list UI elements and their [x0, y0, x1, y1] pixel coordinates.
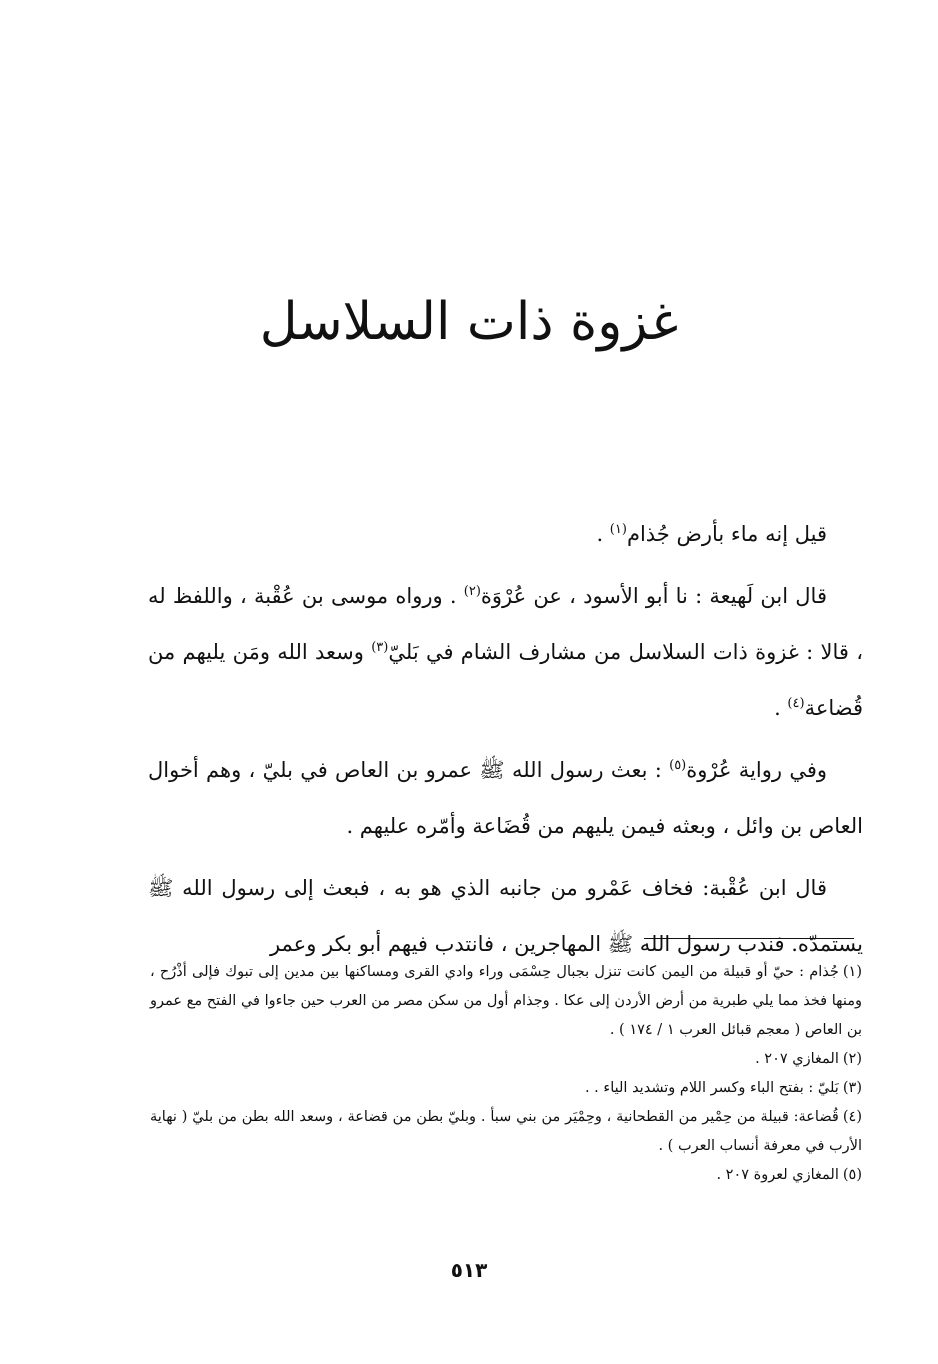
footnote-5 — [150, 1161, 862, 1190]
footnote-text: جُذام : حيّ أو قبيلة من اليمن كانت تنزل بجبال حِسْمَى وراء وادي القرى ومساكنها بين مدين إلى تبوك فإلى أذْرُح ، ومنها فخذ مما يلي طبرية من أرض الأردن إلى عكا . وجذام أول من سكن مصر من العرب حين جاءوا في الفتح مع عمرو بن العاص ( معجم قبائل العرب ١ / ١٧٤ ) . — [150, 964, 862, 1038]
footnote-number: (١) — [842, 964, 862, 980]
paragraph-text: . — [596, 522, 610, 546]
footnote-1 — [150, 958, 862, 1045]
footnote-reference[interactable]: (٤) — [787, 696, 805, 711]
chapter-title: غزوة ذات السلاسل — [259, 292, 679, 352]
footnote-number: (٣) — [842, 1080, 862, 1096]
paragraph-2 — [148, 568, 863, 736]
paragraph-text: قيل إنه ماء بأرض جُذام — [626, 522, 827, 546]
footnote-number: (٢) — [842, 1051, 862, 1067]
footnote-reference[interactable]: (١) — [609, 522, 627, 537]
paragraph-3 — [148, 742, 863, 854]
footnote-text: قُضاعة: قبيلة من حِمْير من القطحانية ، وحِمْيَر من بني سبأ . وبليّ بطن من قضاعة ، وسعد الله بطن من بليّ ( نهاية الأرب في معرفة أنساب العرب ) . — [150, 1109, 862, 1154]
footnote-text: بَليّ : بفتح الباء وكسر اللام وتشديد الياء . . — [584, 1080, 839, 1096]
page-number: ٥١٣ — [450, 1258, 488, 1282]
paragraph-text: قال ابن عُقْبة: فخاف عَمْرو من جانبه الذي هو به ، فبعث إلى رسول الله ﷺ يستمدّه. فندب رسول الله ﷺ المهاجرين ، فانتدب فيهم أبو بكر وعمر — [148, 876, 863, 956]
paragraph-text: قال ابن لَهيعة : نا أبو الأسود ، عن عُرْوَة — [480, 584, 827, 608]
footnotes — [150, 958, 862, 1190]
footnote-separator — [644, 938, 854, 939]
footnote-reference[interactable]: (٢) — [463, 584, 481, 599]
footnote-3 — [150, 1074, 862, 1103]
footnote-reference[interactable]: (٣) — [371, 640, 389, 655]
body-text — [148, 506, 863, 972]
paragraph-text: . — [774, 696, 788, 720]
paragraph-text: وسعد الله ومَن يليهم من قُضاعة — [148, 640, 863, 720]
footnote-text: المغازي لعروة ٢٠٧ . — [716, 1167, 839, 1183]
footnote-number: (٤) — [842, 1109, 862, 1125]
paragraph-text: . ورواه موسى بن عُقْبة ، واللفظ له ، قالا : غزوة ذات السلاسل من مشارف الشام في بَليّ — [148, 584, 863, 664]
footnote-2 — [150, 1045, 862, 1074]
footnote-4 — [150, 1103, 862, 1161]
footnote-reference[interactable]: (٥) — [669, 758, 687, 773]
footnote-text: المغازي ٢٠٧ . — [755, 1051, 839, 1067]
paragraph-text: : بعث رسول الله ﷺ عمرو بن العاص في بليّ ، وهم أخوال العاص بن وائل ، وبعثه فيمن يليهم من قُضَاعة وأمّره عليهم . — [148, 758, 863, 838]
footnote-number: (٥) — [842, 1167, 862, 1183]
paragraph-1 — [148, 506, 863, 562]
paragraph-text: وفي رواية عُرْوة — [686, 758, 828, 782]
paragraph-4 — [148, 860, 863, 972]
